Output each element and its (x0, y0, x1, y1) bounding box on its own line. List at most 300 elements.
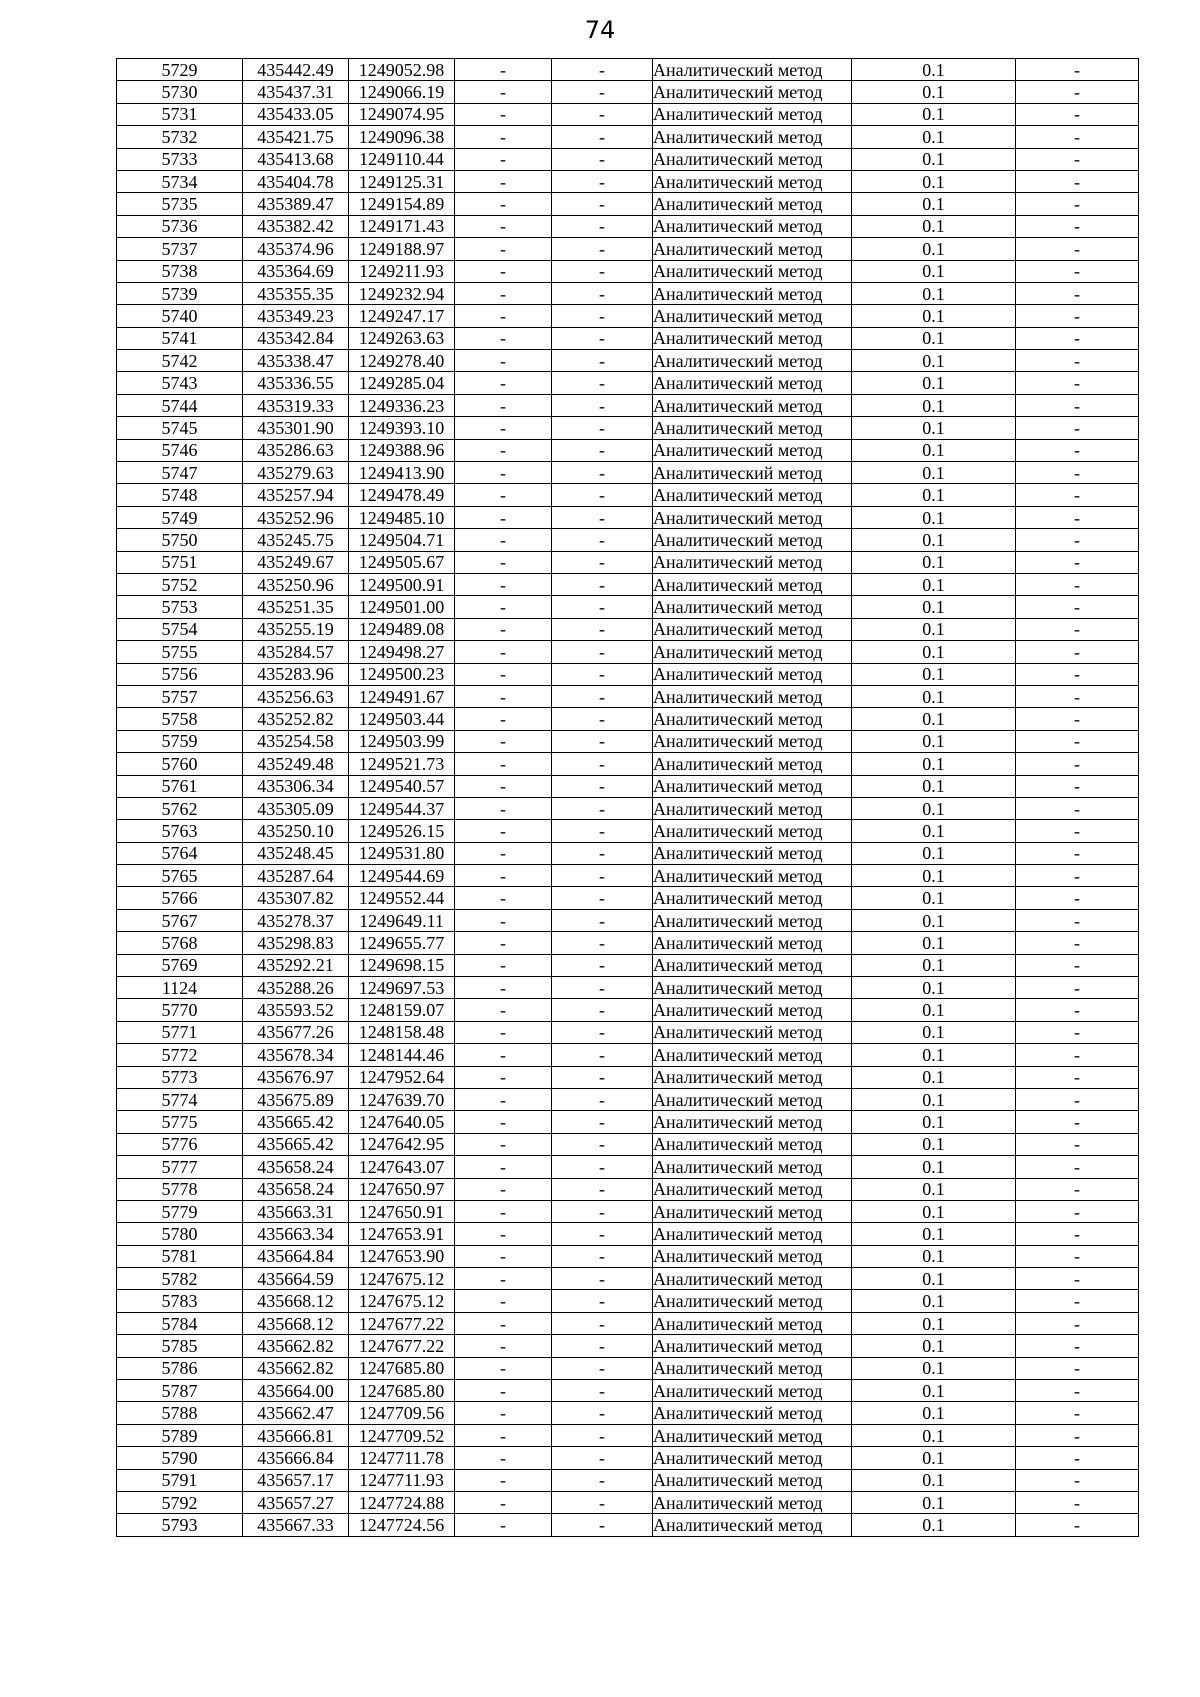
accuracy-cell: 0.1 (852, 81, 1016, 103)
value-dash: - (552, 193, 653, 215)
method-cell: Аналитический метод (653, 462, 852, 484)
value-dash: - (552, 59, 653, 81)
value-dash: - (455, 1312, 552, 1334)
coordinate-x: 435255.19 (243, 618, 349, 640)
value-dash: - (552, 327, 653, 349)
value-dash: - (552, 1402, 653, 1424)
coordinate-y: 1249552.44 (349, 887, 455, 909)
method-cell: Аналитический метод (653, 506, 852, 528)
value-dash: - (455, 462, 552, 484)
accuracy-cell: 0.1 (852, 1268, 1016, 1290)
point-number: 5752 (117, 573, 243, 595)
coordinate-x: 435676.97 (243, 1066, 349, 1088)
table-row (117, 730, 1139, 752)
table-row (117, 1111, 1139, 1133)
accuracy-cell: 0.1 (852, 1178, 1016, 1200)
value-dash: - (552, 1290, 653, 1312)
coordinate-y: 1249232.94 (349, 282, 455, 304)
value-dash: - (1016, 865, 1139, 887)
point-number: 5738 (117, 260, 243, 282)
value-dash: - (1016, 1380, 1139, 1402)
value-dash: - (552, 820, 653, 842)
value-dash: - (455, 529, 552, 551)
table-row (117, 1044, 1139, 1066)
value-dash: - (552, 1156, 653, 1178)
value-dash: - (455, 1290, 552, 1312)
coordinate-y: 1249698.15 (349, 954, 455, 976)
coordinate-y: 1249171.43 (349, 215, 455, 237)
coordinate-y: 1249066.19 (349, 81, 455, 103)
value-dash: - (552, 663, 653, 685)
coordinate-x: 435256.63 (243, 685, 349, 707)
coordinate-y: 1249540.57 (349, 775, 455, 797)
value-dash: - (1016, 1469, 1139, 1491)
coordinate-y: 1247952.64 (349, 1066, 455, 1088)
value-dash: - (1016, 327, 1139, 349)
point-number: 5750 (117, 529, 243, 551)
accuracy-cell: 0.1 (852, 1335, 1016, 1357)
coordinates-table (116, 58, 1139, 1537)
point-number: 5741 (117, 327, 243, 349)
coordinate-x: 435292.21 (243, 954, 349, 976)
table-row (117, 417, 1139, 439)
value-dash: - (455, 618, 552, 640)
value-dash: - (552, 1111, 653, 1133)
coordinate-x: 435279.63 (243, 462, 349, 484)
value-dash: - (1016, 193, 1139, 215)
coordinate-x: 435389.47 (243, 193, 349, 215)
accuracy-cell: 0.1 (852, 663, 1016, 685)
value-dash: - (1016, 954, 1139, 976)
value-dash: - (455, 887, 552, 909)
accuracy-cell: 0.1 (852, 170, 1016, 192)
method-cell: Аналитический метод (653, 685, 852, 707)
value-dash: - (1016, 596, 1139, 618)
table-row (117, 506, 1139, 528)
value-dash: - (455, 1111, 552, 1133)
coordinate-x: 435665.42 (243, 1111, 349, 1133)
value-dash: - (455, 641, 552, 663)
value-dash: - (455, 932, 552, 954)
accuracy-cell: 0.1 (852, 1312, 1016, 1334)
value-dash: - (455, 327, 552, 349)
table-row (117, 1335, 1139, 1357)
coordinate-y: 1247650.91 (349, 1200, 455, 1222)
value-dash: - (1016, 1066, 1139, 1088)
accuracy-cell: 0.1 (852, 1492, 1016, 1514)
value-dash: - (1016, 484, 1139, 506)
point-number: 5736 (117, 215, 243, 237)
point-number: 5777 (117, 1156, 243, 1178)
value-dash: - (552, 596, 653, 618)
accuracy-cell: 0.1 (852, 1245, 1016, 1267)
table-row (117, 350, 1139, 372)
value-dash: - (455, 193, 552, 215)
point-number: 5755 (117, 641, 243, 663)
value-dash: - (455, 663, 552, 685)
coordinate-x: 435364.69 (243, 260, 349, 282)
value-dash: - (1016, 932, 1139, 954)
coordinate-y: 1249074.95 (349, 103, 455, 125)
coordinate-x: 435657.27 (243, 1492, 349, 1514)
method-cell: Аналитический метод (653, 193, 852, 215)
method-cell: Аналитический метод (653, 999, 852, 1021)
table-row (117, 148, 1139, 170)
table-row (117, 641, 1139, 663)
coordinate-x: 435254.58 (243, 730, 349, 752)
value-dash: - (455, 260, 552, 282)
table-row (117, 1402, 1139, 1424)
value-dash: - (1016, 1111, 1139, 1133)
value-dash: - (1016, 506, 1139, 528)
method-cell: Аналитический метод (653, 1245, 852, 1267)
accuracy-cell: 0.1 (852, 529, 1016, 551)
table-row (117, 193, 1139, 215)
method-cell: Аналитический метод (653, 1469, 852, 1491)
table-row (117, 663, 1139, 685)
coordinate-y: 1247677.22 (349, 1335, 455, 1357)
value-dash: - (455, 685, 552, 707)
accuracy-cell: 0.1 (852, 797, 1016, 819)
method-cell: Аналитический метод (653, 1044, 852, 1066)
method-cell: Аналитический метод (653, 954, 852, 976)
coordinate-y: 1249485.10 (349, 506, 455, 528)
accuracy-cell: 0.1 (852, 372, 1016, 394)
value-dash: - (552, 1133, 653, 1155)
accuracy-cell: 0.1 (852, 1290, 1016, 1312)
value-dash: - (455, 148, 552, 170)
coordinate-y: 1247711.93 (349, 1469, 455, 1491)
value-dash: - (552, 551, 653, 573)
coordinate-y: 1249278.40 (349, 350, 455, 372)
value-dash: - (552, 372, 653, 394)
value-dash: - (455, 439, 552, 461)
coordinate-y: 1247642.95 (349, 1133, 455, 1155)
accuracy-cell: 0.1 (852, 1514, 1016, 1536)
value-dash: - (455, 1268, 552, 1290)
accuracy-cell: 0.1 (852, 1424, 1016, 1446)
value-dash: - (552, 842, 653, 864)
method-cell: Аналитический метод (653, 842, 852, 864)
coordinate-x: 435301.90 (243, 417, 349, 439)
value-dash: - (552, 126, 653, 148)
point-number: 5781 (117, 1245, 243, 1267)
method-cell: Аналитический метод (653, 81, 852, 103)
point-number: 5739 (117, 282, 243, 304)
point-number: 5729 (117, 59, 243, 81)
value-dash: - (552, 618, 653, 640)
table-row (117, 260, 1139, 282)
point-number: 5786 (117, 1357, 243, 1379)
coordinate-x: 435257.94 (243, 484, 349, 506)
value-dash: - (1016, 730, 1139, 752)
value-dash: - (455, 954, 552, 976)
value-dash: - (1016, 1245, 1139, 1267)
method-cell: Аналитический метод (653, 238, 852, 260)
value-dash: - (552, 1380, 653, 1402)
method-cell: Аналитический метод (653, 641, 852, 663)
coordinate-y: 1247677.22 (349, 1312, 455, 1334)
accuracy-cell: 0.1 (852, 506, 1016, 528)
coordinate-y: 1247711.78 (349, 1447, 455, 1469)
value-dash: - (1016, 641, 1139, 663)
point-number: 5789 (117, 1424, 243, 1446)
value-dash: - (1016, 1290, 1139, 1312)
method-cell: Аналитический метод (653, 327, 852, 349)
accuracy-cell: 0.1 (852, 439, 1016, 461)
coordinate-y: 1247639.70 (349, 1088, 455, 1110)
coordinate-y: 1249501.00 (349, 596, 455, 618)
accuracy-cell: 0.1 (852, 820, 1016, 842)
coordinate-x: 435288.26 (243, 977, 349, 999)
value-dash: - (1016, 820, 1139, 842)
point-number: 5787 (117, 1380, 243, 1402)
value-dash: - (1016, 59, 1139, 81)
point-number: 5779 (117, 1200, 243, 1222)
accuracy-cell: 0.1 (852, 484, 1016, 506)
table-row (117, 1380, 1139, 1402)
table-row (117, 820, 1139, 842)
accuracy-cell: 0.1 (852, 1200, 1016, 1222)
value-dash: - (1016, 1088, 1139, 1110)
coordinate-x: 435662.82 (243, 1357, 349, 1379)
accuracy-cell: 0.1 (852, 126, 1016, 148)
method-cell: Аналитический метод (653, 1268, 852, 1290)
coordinate-y: 1249500.91 (349, 573, 455, 595)
coordinate-x: 435307.82 (243, 887, 349, 909)
value-dash: - (552, 954, 653, 976)
accuracy-cell: 0.1 (852, 999, 1016, 1021)
method-cell: Аналитический метод (653, 1402, 852, 1424)
coordinate-y: 1249388.96 (349, 439, 455, 461)
value-dash: - (552, 932, 653, 954)
table-row (117, 1290, 1139, 1312)
value-dash: - (552, 1469, 653, 1491)
point-number: 5758 (117, 708, 243, 730)
coordinate-x: 435664.59 (243, 1268, 349, 1290)
table-row (117, 103, 1139, 125)
method-cell: Аналитический метод (653, 551, 852, 573)
accuracy-cell: 0.1 (852, 193, 1016, 215)
value-dash: - (552, 1268, 653, 1290)
coordinate-x: 435250.96 (243, 573, 349, 595)
value-dash: - (455, 1156, 552, 1178)
method-cell: Аналитический метод (653, 1447, 852, 1469)
method-cell: Аналитический метод (653, 596, 852, 618)
coordinate-y: 1249521.73 (349, 753, 455, 775)
coordinate-x: 435668.12 (243, 1312, 349, 1334)
table-row (117, 81, 1139, 103)
value-dash: - (455, 1066, 552, 1088)
value-dash: - (1016, 887, 1139, 909)
coordinate-x: 435252.96 (243, 506, 349, 528)
value-dash: - (455, 305, 552, 327)
point-number: 5780 (117, 1223, 243, 1245)
value-dash: - (455, 238, 552, 260)
point-number: 5792 (117, 1492, 243, 1514)
coordinate-y: 1249393.10 (349, 417, 455, 439)
coordinate-x: 435278.37 (243, 909, 349, 931)
accuracy-cell: 0.1 (852, 215, 1016, 237)
accuracy-cell: 0.1 (852, 350, 1016, 372)
accuracy-cell: 0.1 (852, 1469, 1016, 1491)
coordinate-y: 1247650.97 (349, 1178, 455, 1200)
coordinate-x: 435664.00 (243, 1380, 349, 1402)
point-number: 5778 (117, 1178, 243, 1200)
coordinate-x: 435336.55 (243, 372, 349, 394)
method-cell: Аналитический метод (653, 1066, 852, 1088)
accuracy-cell: 0.1 (852, 753, 1016, 775)
accuracy-cell: 0.1 (852, 1357, 1016, 1379)
table-row (117, 1514, 1139, 1536)
method-cell: Аналитический метод (653, 417, 852, 439)
value-dash: - (552, 282, 653, 304)
table-row (117, 126, 1139, 148)
coordinate-y: 1248144.46 (349, 1044, 455, 1066)
point-number: 1124 (117, 977, 243, 999)
table-row (117, 708, 1139, 730)
value-dash: - (455, 1133, 552, 1155)
coordinate-x: 435382.42 (243, 215, 349, 237)
method-cell: Аналитический метод (653, 103, 852, 125)
accuracy-cell: 0.1 (852, 260, 1016, 282)
point-number: 5743 (117, 372, 243, 394)
accuracy-cell: 0.1 (852, 775, 1016, 797)
table-row (117, 1357, 1139, 1379)
value-dash: - (552, 1066, 653, 1088)
accuracy-cell: 0.1 (852, 1066, 1016, 1088)
value-dash: - (455, 350, 552, 372)
method-cell: Аналитический метод (653, 1021, 852, 1043)
value-dash: - (1016, 126, 1139, 148)
value-dash: - (1016, 573, 1139, 595)
table-row (117, 305, 1139, 327)
table-row (117, 1469, 1139, 1491)
accuracy-cell: 0.1 (852, 618, 1016, 640)
coordinate-x: 435657.17 (243, 1469, 349, 1491)
value-dash: - (552, 484, 653, 506)
accuracy-cell: 0.1 (852, 573, 1016, 595)
value-dash: - (455, 1335, 552, 1357)
value-dash: - (1016, 170, 1139, 192)
value-dash: - (455, 1469, 552, 1491)
coordinate-y: 1247640.05 (349, 1111, 455, 1133)
coordinate-y: 1249096.38 (349, 126, 455, 148)
point-number: 5785 (117, 1335, 243, 1357)
value-dash: - (1016, 708, 1139, 730)
table-row (117, 1268, 1139, 1290)
coordinate-x: 435284.57 (243, 641, 349, 663)
coordinate-y: 1247724.88 (349, 1492, 455, 1514)
value-dash: - (1016, 260, 1139, 282)
point-number: 5784 (117, 1312, 243, 1334)
value-dash: - (455, 753, 552, 775)
value-dash: - (455, 1492, 552, 1514)
value-dash: - (1016, 1021, 1139, 1043)
method-cell: Аналитический метод (653, 394, 852, 416)
point-number: 5733 (117, 148, 243, 170)
value-dash: - (455, 1514, 552, 1536)
coordinate-x: 435437.31 (243, 81, 349, 103)
coordinate-x: 435593.52 (243, 999, 349, 1021)
point-number: 5734 (117, 170, 243, 192)
coordinate-y: 1249285.04 (349, 372, 455, 394)
value-dash: - (552, 1447, 653, 1469)
coordinate-x: 435668.12 (243, 1290, 349, 1312)
coordinate-y: 1249263.63 (349, 327, 455, 349)
coordinate-y: 1249544.37 (349, 797, 455, 819)
point-number: 5774 (117, 1088, 243, 1110)
coordinate-y: 1247724.56 (349, 1514, 455, 1536)
point-number: 5747 (117, 462, 243, 484)
method-cell: Аналитический метод (653, 350, 852, 372)
table-row (117, 842, 1139, 864)
coordinate-x: 435252.82 (243, 708, 349, 730)
value-dash: - (455, 797, 552, 819)
coordinate-x: 435374.96 (243, 238, 349, 260)
value-dash: - (552, 999, 653, 1021)
coordinate-x: 435658.24 (243, 1178, 349, 1200)
accuracy-cell: 0.1 (852, 327, 1016, 349)
value-dash: - (552, 1312, 653, 1334)
point-number: 5759 (117, 730, 243, 752)
table-row (117, 1447, 1139, 1469)
method-cell: Аналитический метод (653, 1156, 852, 1178)
method-cell: Аналитический метод (653, 1111, 852, 1133)
accuracy-cell: 0.1 (852, 1111, 1016, 1133)
table-row (117, 1133, 1139, 1155)
value-dash: - (552, 1492, 653, 1514)
table-row (117, 551, 1139, 573)
value-dash: - (552, 1088, 653, 1110)
method-cell: Аналитический метод (653, 573, 852, 595)
accuracy-cell: 0.1 (852, 1402, 1016, 1424)
value-dash: - (455, 282, 552, 304)
value-dash: - (455, 708, 552, 730)
table-row (117, 484, 1139, 506)
coordinate-y: 1249052.98 (349, 59, 455, 81)
method-cell: Аналитический метод (653, 1290, 852, 1312)
accuracy-cell: 0.1 (852, 103, 1016, 125)
table-row (117, 865, 1139, 887)
method-cell: Аналитический метод (653, 708, 852, 730)
coordinate-y: 1249697.53 (349, 977, 455, 999)
method-cell: Аналитический метод (653, 372, 852, 394)
accuracy-cell: 0.1 (852, 1021, 1016, 1043)
coordinate-y: 1249188.97 (349, 238, 455, 260)
value-dash: - (1016, 618, 1139, 640)
point-number: 5761 (117, 775, 243, 797)
value-dash: - (455, 372, 552, 394)
coordinate-y: 1247685.80 (349, 1380, 455, 1402)
method-cell: Аналитический метод (653, 909, 852, 931)
method-cell: Аналитический метод (653, 887, 852, 909)
coordinate-x: 435319.33 (243, 394, 349, 416)
table-row (117, 372, 1139, 394)
method-cell: Аналитический метод (653, 1088, 852, 1110)
value-dash: - (1016, 462, 1139, 484)
point-number: 5754 (117, 618, 243, 640)
coordinate-y: 1249491.67 (349, 685, 455, 707)
accuracy-cell: 0.1 (852, 282, 1016, 304)
table-row (117, 282, 1139, 304)
coordinate-y: 1249413.90 (349, 462, 455, 484)
value-dash: - (455, 1402, 552, 1424)
value-dash: - (455, 170, 552, 192)
method-cell: Аналитический метод (653, 820, 852, 842)
coordinate-x: 435298.83 (243, 932, 349, 954)
accuracy-cell: 0.1 (852, 1223, 1016, 1245)
